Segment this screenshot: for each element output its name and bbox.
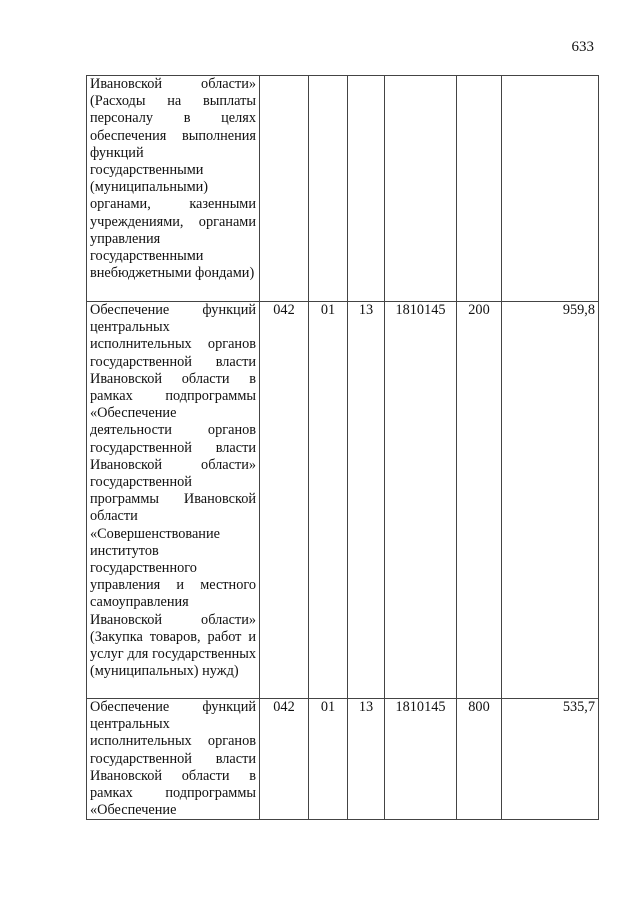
expense-type-code: 200 [457,302,502,699]
subsection-code: 13 [348,302,385,699]
row-description: Обеспечение функций центральных исполнительных органов государственной власти Ивановской области в рамках подпрограммы «Обеспечение деятельности органов государственной власти Ивановской области» государственной программы Ивановской области «Совершенствование институтов государственного управления и местного самоуправления Ивановской области» (Закупка товаров, работ и услуг для государственных (муниципальных) нужд) [87,302,260,699]
expense-type-code [457,76,502,302]
table-row [87,302,599,699]
section-code: 01 [309,699,348,820]
budget-table [86,75,599,820]
table-row [87,699,599,820]
ministry-code: 042 [260,302,309,699]
target-article-code: 1810145 [385,699,457,820]
target-article-code [385,76,457,302]
section-code: 01 [309,302,348,699]
page-number: 633 [571,39,594,55]
amount-value [502,76,599,302]
amount-value: 959,8 [502,302,599,699]
table-row [87,76,599,302]
section-code [309,76,348,302]
subsection-code: 13 [348,699,385,820]
amount-value: 535,7 [502,699,599,820]
row-description: Ивановской области» (Расходы на выплаты персоналу в целях обеспечения выполнения функций государственными (муниципальными) органами, казенными учреждениями, органами управления государственными внебюджетными фондами) [87,76,260,302]
row-description: Обеспечение функций центральных исполнительных органов государственной власти Ивановской области в рамках подпрограммы «Обеспечение [87,699,260,820]
ministry-code [260,76,309,302]
expense-type-code: 800 [457,699,502,820]
ministry-code: 042 [260,699,309,820]
subsection-code [348,76,385,302]
target-article-code: 1810145 [385,302,457,699]
